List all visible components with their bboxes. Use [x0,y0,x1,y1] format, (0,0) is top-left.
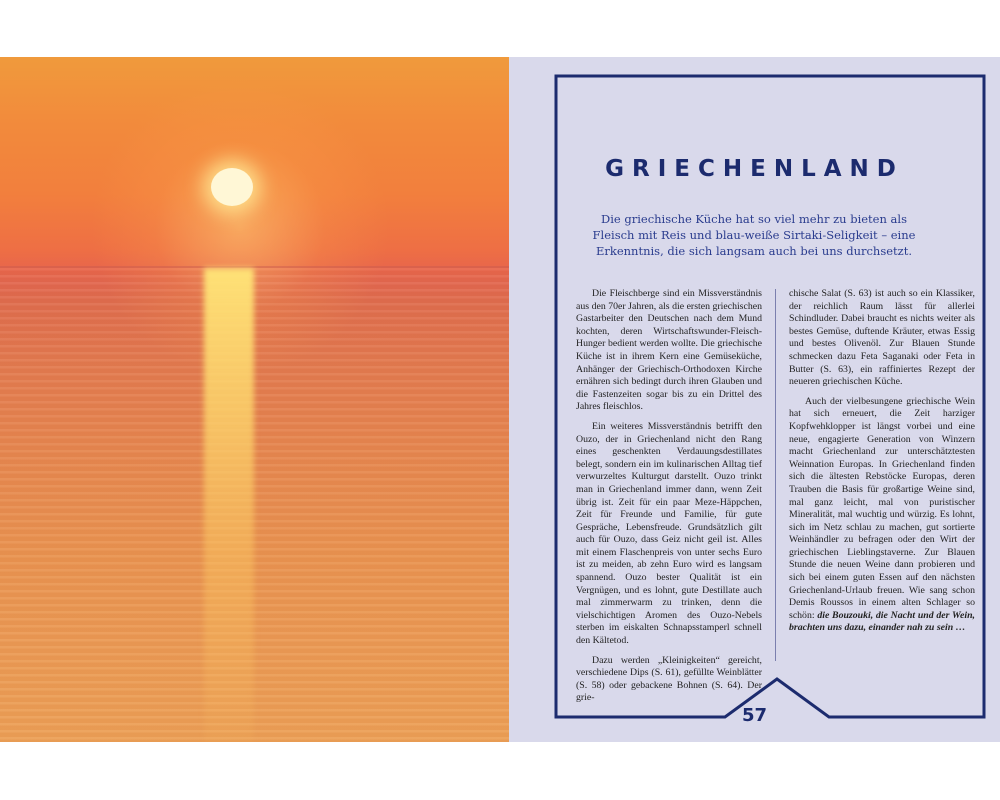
text-page [509,57,1000,742]
sunset-photo [0,57,509,742]
intro-text: Die griechische Küche hat so viel mehr zu bieten als Fleisch mit Reis und blau-weiße Sirtaki-Seligkeit – eine Erkenntnis, die sich langsam auch bei uns durchsetzt. [592,212,916,258]
page-number: 57 [741,705,768,726]
paragraph: chische Salat (S. 63) ist auch so ein Klassiker, der reichlich Raum lässt für allerlei Schindluder. Dabei braucht es nichts weiter als bestes Gemüse, duftende Kräuter, etwas Essig und bestes Olivenöl. Zur Blauen Stunde schmecken dazu Feta Saganaki oder Feta in Butter (S. 63), ein raffiniertes Rezept der neueren griechischen Küche. [789,288,975,388]
right-column [789,288,975,642]
paragraph: Die Fleischberge sind ein Missverständnis aus den 70er Jahren, als die ersten griechischen Gastarbeiter den Deutschen nach dem Mund kochten, deren Wirtschaftswunder-Fleisch-Hunger bedient werden wollte. Die griechische Küche ist in ihrem Kern eine Gemüseküche, Anhänger der Griechisch-Orthodoxen Kirche ernähren sich bedingt durch ihren Glauben und die Fastenzeiten sogar bis zu ein Drittel des Jahres fleischlos. [576,288,762,413]
paragraph: Dazu werden „Kleinigkeiten“ gereicht, verschiedene Dips (S. 61), gefüllte Weinblätter (S. 58) oder gebackene Bohnen (S. 64). Der grie- [576,654,762,704]
paragraph [789,396,975,635]
page-title: GRIECHENLAND [605,156,904,182]
sun [211,168,253,206]
body-columns [509,288,1000,704]
sea-ripples [0,268,509,742]
left-column [576,288,762,712]
paragraph: Ein weiteres Missverständnis betrifft den Ouzo, der in Griechenland nicht den Rang eines geschenkten Verdauungsdestillates belegt, sondern ein im kulinarischen Alltag tief verwurzeltes Kulturgut darstellt. Ouzo trinkt man in Griechenland immer dann, wenn Zeit übrig ist. Zeit für ein paar Meze-Häppchen, Zeit für Freunde und Familie, für gute Gespräche, Lebensfreude. Grundsätzlich gilt auch für Ouzo, dass Geiz nicht geil ist. Alles mit einem Flaschenpreis von unter sechs Euro ist zu meiden, ab zehn Euro wird es langsam spannend. Ouzo bester Qualität ist ein Vergnügen, und es lohnt, gute Destillate auch mal zimmerwarm zu trinken, denn die vielschichtigen Aromen des Ouzo-Nebels sterben im eiskalten Schnapsstamperl schnell den Kältetod. [576,420,762,647]
paragraph-text: Auch der vielbesungene griechische Wein hat sich erneuert, die Zeit harziger Kopfwehklopper ist längst vorbei und eine neue, engagierte Generation von Winzern macht Griechenland zur unterschätztesten Weinnation Europas. In Griechenland finden sich die ältesten Rebstöcke Europas, deren Trauben die Basis für großartige Weine sind, mal ganz leicht, mal von puristischer Mineralität, mal wuchtig und würzig. Es lohnt, sich im Netz schlau zu machen, gut sortierte Weinhändler zu befragen oder den Wirt der griechischen Lieblingstaverne. Zur Blauen Stunde die neuen Weine dann probieren und sich bei einem guten Essen auf den nächsten Griechenland-Urlaub freuen. Wie sang schon Demis Roussos in einem alten Schlager so schön: [789,395,975,621]
sun-reflection [204,268,254,742]
song-quote: die Bouzouki, die Nacht und der Wein, brachten uns dazu, einander nah zu sein … [789,609,975,634]
